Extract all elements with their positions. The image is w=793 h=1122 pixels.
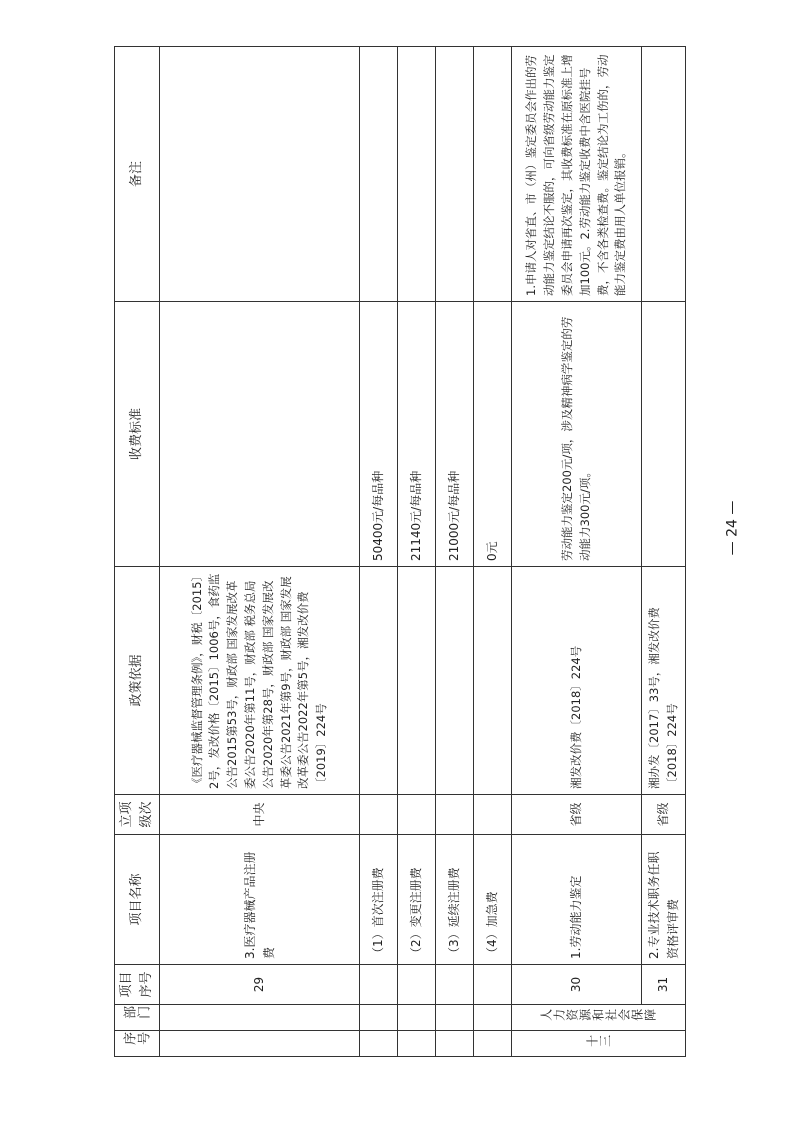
fee-table bbox=[114, 46, 686, 1057]
header-dept: 部门 bbox=[115, 1005, 160, 1031]
item-no-cell: 30 bbox=[512, 965, 642, 1005]
header-item-no: 项目序号 bbox=[115, 965, 160, 1005]
fee-table-rotated bbox=[114, 47, 690, 1057]
standard-cell: 0元 bbox=[474, 302, 512, 567]
header-basis: 政策依据 bbox=[115, 567, 160, 795]
header-level: 立项级次 bbox=[115, 795, 160, 835]
table-row bbox=[398, 47, 436, 1057]
table-row bbox=[474, 47, 512, 1057]
standard-cell: 50400元/每品种 bbox=[360, 302, 398, 567]
item-name-cell: 2.专业技术职务任职资格评审费 bbox=[642, 835, 686, 965]
basis-cell: 湘办发〔2017〕33号，湘发改价费〔2018〕224号 bbox=[642, 567, 686, 795]
standard-cell: 21000元/每品种 bbox=[436, 302, 474, 567]
table-row bbox=[160, 47, 360, 1057]
item-no-cell: 29 bbox=[160, 965, 360, 1005]
level-cell: 省级 bbox=[512, 795, 642, 835]
header-standard: 收费标准 bbox=[115, 302, 160, 567]
standard-cell: 21140元/每品种 bbox=[398, 302, 436, 567]
basis-cell: 湘发改价费〔2018〕224号 bbox=[512, 567, 642, 795]
item-name-cell: （2）变更注册费 bbox=[398, 835, 436, 965]
table-row bbox=[512, 47, 642, 1057]
remark-cell: 1.申请人对省直、市（州）鉴定委员会作出的劳动能力鉴定结论不服的，可向省级劳动能力鉴定委员会申请再次鉴定，其收费标准在原标准上增加100元。2.劳动能力鉴定收费中含医院挂号费，不含各类检查费。鉴定结论为工伤的，劳动能力鉴定费由用人单位报销。 bbox=[512, 47, 642, 302]
level-cell: 中央 bbox=[160, 795, 360, 835]
level-cell: 省级 bbox=[642, 795, 686, 835]
table-header-row bbox=[115, 47, 160, 1057]
table-row bbox=[360, 47, 398, 1057]
item-name-cell: （3）延续注册费 bbox=[436, 835, 474, 965]
item-name-cell: （1）首次注册费 bbox=[360, 835, 398, 965]
table-row bbox=[436, 47, 474, 1057]
dept-cell: 人力资源和社会保障 bbox=[512, 1005, 686, 1031]
item-name-cell: 3.医疗器械产品注册费 bbox=[160, 835, 360, 965]
item-name-cell: 1.劳动能力鉴定 bbox=[512, 835, 642, 965]
header-remark: 备注 bbox=[115, 47, 160, 302]
item-name-cell: （4）加急费 bbox=[474, 835, 512, 965]
page-number: — 24 — bbox=[724, 500, 741, 556]
item-no-cell: 31 bbox=[642, 965, 686, 1005]
basis-cell: 《医疗器械监督管理条例》，财税〔2015〕2号，发改价格〔2015〕1006号，食药监公告2015第53号，财政部 国家发展改革委公告2020年第11号，财政部 税务总局公告2020年第28号，财政部 国家发展改革委公告2021年第9号，财政部 国家发展改革委公告2022年第5号，湘发改价费〔2019〕224号 bbox=[160, 567, 360, 795]
table-row bbox=[642, 47, 686, 1057]
standard-cell: 劳动能力鉴定200元/项，涉及精神病学鉴定的劳动能力300元/项。 bbox=[512, 302, 642, 567]
seq-cell: 十三 bbox=[512, 1031, 686, 1057]
header-item-name: 项目名称 bbox=[115, 835, 160, 965]
header-seq: 序号 bbox=[115, 1031, 160, 1057]
